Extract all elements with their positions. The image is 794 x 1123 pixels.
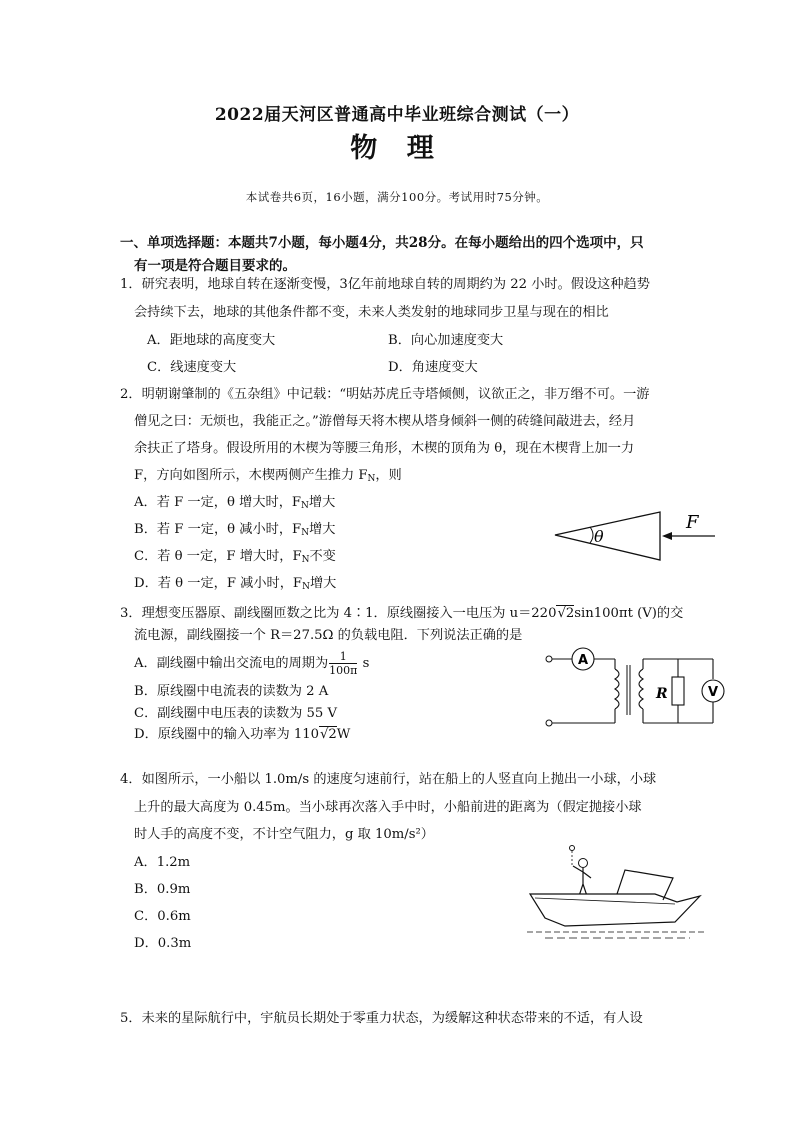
q2-option-d-sub: N bbox=[302, 582, 310, 592]
terminal-top bbox=[546, 656, 552, 662]
q3-option-d-text: D．原线圈中的输入功率为 110 bbox=[134, 727, 319, 742]
voltmeter-label: V bbox=[708, 685, 719, 700]
q2-option-b-sub: N bbox=[301, 528, 310, 538]
q2-option-b-text: B．若 F 一定，θ 减小时，F bbox=[134, 522, 302, 537]
q2-line2: 僧见之曰：无烦也，我能正之。”游僧每天将木楔从塔身倾斜一侧的砖缝间敲进去，经月 bbox=[134, 414, 636, 429]
q3-sqrt-sign: √2 bbox=[557, 606, 575, 621]
q3-option-d bbox=[134, 723, 350, 742]
q2-option-c bbox=[134, 545, 336, 565]
q3-option-a bbox=[134, 650, 369, 677]
q3-option-c: C．副线圈中电压表的读数为 55 V bbox=[134, 706, 338, 721]
q2-option-a-sub: N bbox=[301, 501, 309, 511]
q1-option-c: C．线速度变大 bbox=[147, 360, 237, 375]
q4-line2: 上升的最大高度为 0.45m。当小球再次落入手中时，小船前进的距离为（假定抛接小球 bbox=[134, 800, 642, 815]
q3-option-d-sqrt-value: 2 bbox=[328, 727, 337, 742]
force-arrow-head bbox=[662, 532, 672, 540]
q3-option-d-unit: W bbox=[336, 727, 351, 742]
q2-line4 bbox=[134, 464, 402, 484]
q4-option-a: A．1.2m bbox=[134, 855, 191, 870]
exam-info: 本试卷共6页，16小题，满分100分。考试用时75分钟。 bbox=[245, 190, 549, 204]
subject-title: 物 理 bbox=[350, 133, 444, 164]
q3-line2: 流电源，副线圈接一个 R＝27.5Ω 的负载电阻．下列说法正确的是 bbox=[134, 628, 523, 643]
q1-option-b: B．向心加速度变大 bbox=[388, 333, 504, 348]
q1-option-a: A．距地球的高度变大 bbox=[147, 333, 276, 348]
ball-icon bbox=[570, 846, 575, 851]
q2-option-b bbox=[134, 518, 335, 538]
q2-option-d bbox=[134, 572, 336, 592]
q2-option-a-end: 增大 bbox=[308, 495, 336, 510]
q3-option-a-text: A．副线圈中输出交流电的周期为 bbox=[134, 656, 329, 671]
q2-line1: 2．明朝谢肇制的《五杂组》中记载：“明姑苏虎丘寺塔倾侧，议欲正之，非万缗不可。一游 bbox=[120, 387, 650, 402]
q3-option-b: B．原线圈中电流表的读数为 2 A bbox=[134, 684, 329, 699]
q2-option-b-end: 增大 bbox=[309, 522, 336, 537]
section-heading-line1: 一、单项选择题：本题共7小题，每小题4分，共28分。在每小题给出的四个选项中，只 bbox=[120, 235, 644, 251]
q3-line1-text: 3．理想变压器原、副线圈匝数之比为 4∶1．原线圈接入一电压为 u＝220 bbox=[120, 606, 557, 621]
terminal-bottom bbox=[546, 720, 552, 726]
q3-line1-end: sin100πt (V)的交 bbox=[574, 606, 684, 621]
transformer-circuit bbox=[543, 645, 728, 730]
q2-option-c-text: C．若 θ 一定，F 增大时，F bbox=[134, 549, 302, 564]
q3-line1 bbox=[120, 602, 683, 621]
q4-option-d: D．0.3m bbox=[134, 936, 192, 951]
q1-line1: 1．研究表明，地球自转在逐渐变慢，3亿年前地球自转的周期约为 22 小时。假设这种趋势 bbox=[120, 277, 650, 292]
q1-option-d: D．角速度变大 bbox=[388, 360, 478, 375]
wedge-shape bbox=[555, 512, 660, 560]
angle-arc bbox=[590, 527, 593, 543]
q4-option-c: C．0.6m bbox=[134, 909, 191, 924]
person-head bbox=[579, 859, 588, 868]
q2-line3: 余扶正了塔身。假设所用的木楔为等腰三角形，木楔的顶角为 θ，现在木楔背上加一力 bbox=[134, 441, 635, 456]
q4-line1: 4．如图所示，一小船以 1.0m/s 的速度匀速前行，站在船上的人竖直向上抛出一小球，小球 bbox=[120, 772, 657, 787]
q2-option-a-text: A．若 F 一定，θ 增大时，F bbox=[134, 495, 302, 510]
q4-option-b: B．0.9m bbox=[134, 882, 191, 897]
q2-option-d-end: 增大 bbox=[309, 576, 337, 591]
q2-option-c-sub: N bbox=[301, 555, 310, 565]
q4-line3: 时人手的高度不变，不计空气阻力，g 取 10m/s²） bbox=[134, 827, 434, 842]
theta-label: θ bbox=[594, 527, 604, 546]
ammeter-label: A bbox=[578, 653, 589, 668]
resistor-icon bbox=[672, 677, 684, 705]
q2-line4-text: F，方向如图所示，木楔两侧产生推力 F bbox=[134, 468, 368, 483]
q2-option-d-text: D．若 θ 一定，F 减小时，F bbox=[134, 576, 303, 591]
q3-sqrt-value: 2 bbox=[565, 606, 575, 621]
q3-fraction-den: 100π bbox=[329, 664, 358, 677]
exam-title: 2022届天河区普通高中毕业班综合测试（一） bbox=[214, 105, 580, 125]
primary-coil bbox=[615, 669, 619, 709]
q2-line4-end: ，则 bbox=[375, 468, 402, 483]
q5-line1: 5．未来的星际航行中，宇航员长期处于零重力状态，为缓解这种状态带来的不适，有人设 bbox=[120, 1011, 643, 1026]
person-body bbox=[573, 866, 591, 896]
section-heading bbox=[120, 232, 690, 278]
section-heading-line2: 有一项是符合题目要求的。 bbox=[134, 258, 296, 274]
force-label: F bbox=[686, 512, 699, 533]
q2-line4-sub: N bbox=[367, 474, 376, 484]
q1-line2: 会持续下去，地球的其他条件都不变，未来人类发射的地球同步卫星与现在的相比 bbox=[134, 305, 609, 320]
q2-option-a bbox=[134, 491, 335, 511]
q3-option-d-sqrt: √2 bbox=[320, 727, 337, 742]
q3-option-a-unit: s bbox=[362, 656, 370, 671]
q2-option-c-end: 不变 bbox=[309, 549, 336, 564]
secondary-coil bbox=[639, 669, 643, 709]
resistor-label: R bbox=[656, 686, 668, 702]
q3-fraction bbox=[329, 650, 357, 677]
q3-fraction-num: 1 bbox=[329, 650, 357, 664]
wedge-figure bbox=[550, 505, 720, 565]
boat-figure bbox=[525, 842, 710, 947]
